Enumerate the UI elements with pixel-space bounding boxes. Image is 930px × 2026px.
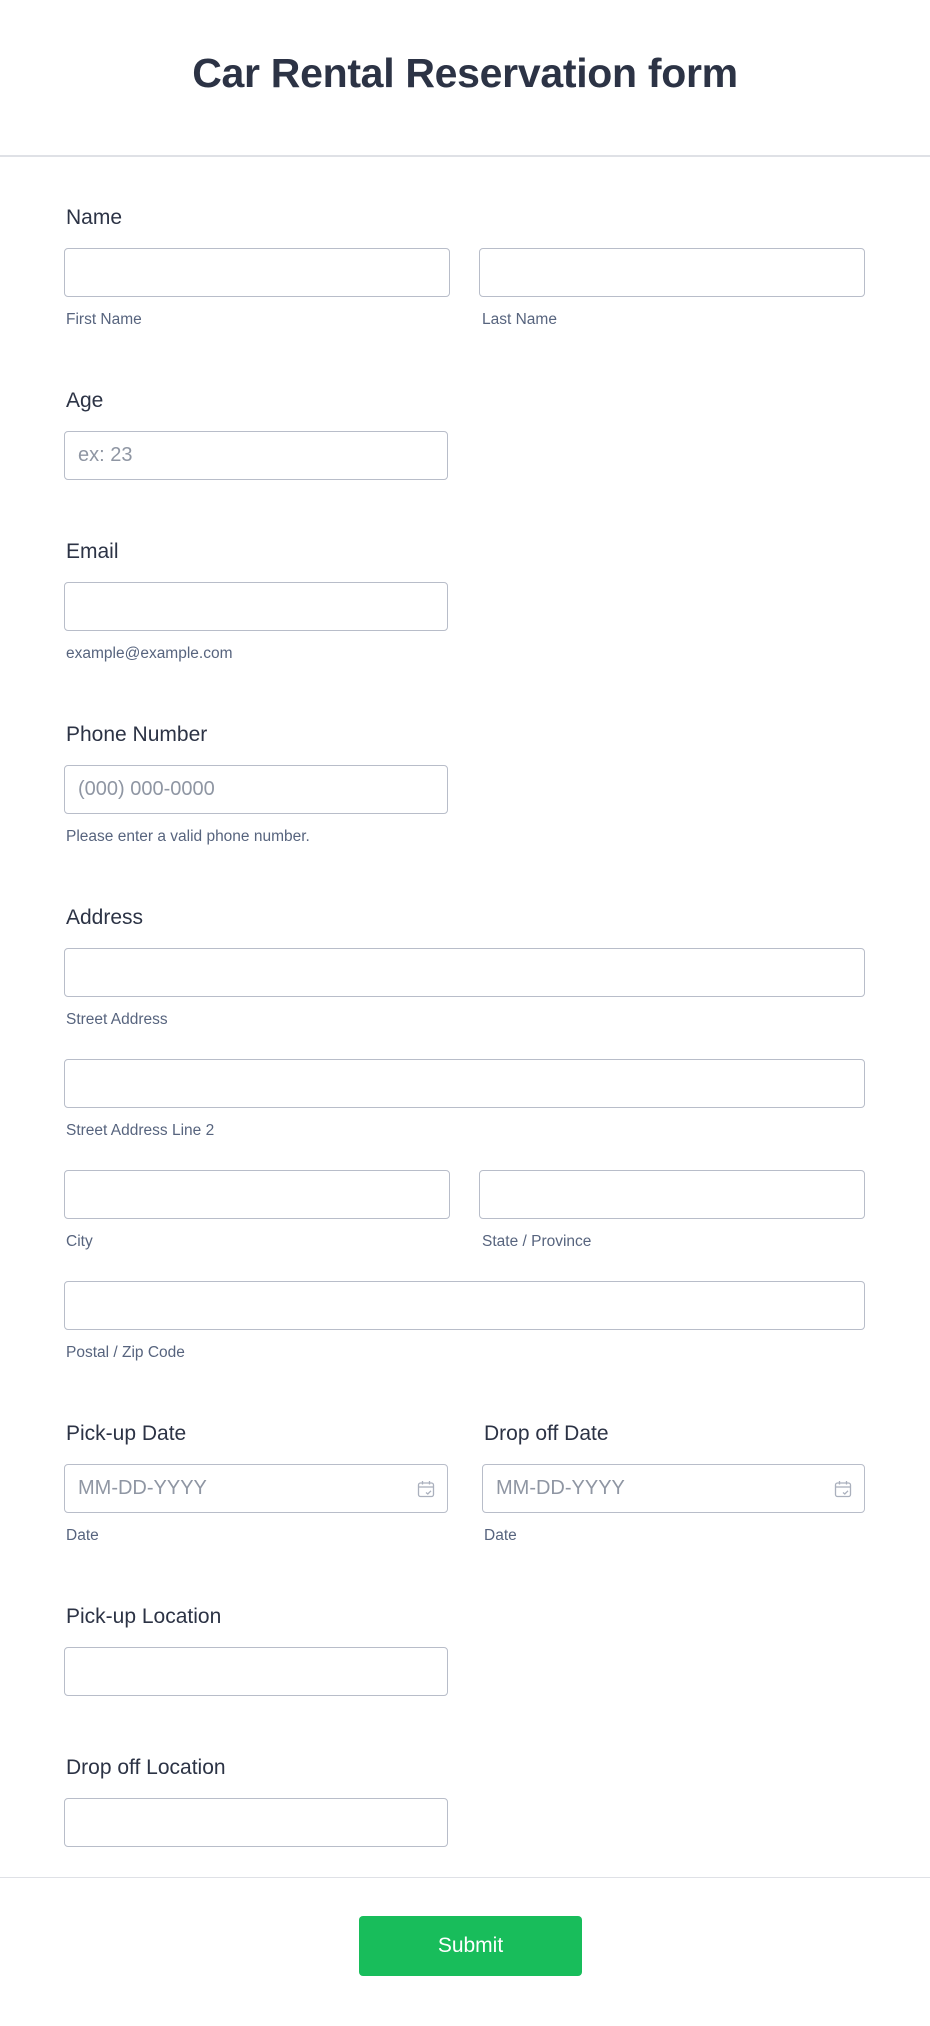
form-title: Car Rental Reservation form	[192, 50, 738, 96]
pickup-date-label: Pick-up Date	[66, 1422, 187, 1445]
email-sublabel: example@example.com	[66, 645, 233, 662]
submit-button[interactable]: Submit	[359, 1916, 582, 1976]
street-address-line2-field[interactable]	[64, 1059, 865, 1108]
street-address-input[interactable]	[65, 949, 864, 996]
calendar-icon[interactable]	[834, 1480, 852, 1498]
phone-input[interactable]	[65, 766, 447, 813]
last-name-sublabel: Last Name	[482, 311, 557, 328]
name-label: Name	[66, 206, 123, 229]
calendar-icon[interactable]	[417, 1480, 435, 1498]
postal-code-field[interactable]	[64, 1281, 865, 1330]
street-address-line2-sublabel: Street Address Line 2	[66, 1122, 215, 1139]
dropoff-date-label: Drop off Date	[484, 1422, 609, 1445]
form-header	[0, 0, 930, 157]
dropoff-location-field[interactable]	[64, 1798, 448, 1847]
pickup-location-input[interactable]	[65, 1648, 447, 1695]
dropoff-date-field[interactable]	[482, 1464, 865, 1513]
phone-sublabel: Please enter a valid phone number.	[66, 828, 310, 845]
street-address-field[interactable]	[64, 948, 865, 997]
city-sublabel: City	[66, 1233, 93, 1250]
age-field[interactable]	[64, 431, 448, 480]
street-address-line2-input[interactable]	[65, 1060, 864, 1107]
state-field[interactable]	[479, 1170, 865, 1219]
phone-label: Phone Number	[66, 723, 208, 746]
pickup-date-input[interactable]	[65, 1465, 447, 1512]
pickup-location-field[interactable]	[64, 1647, 448, 1696]
email-label: Email	[66, 540, 119, 563]
email-input[interactable]	[65, 583, 447, 630]
postal-code-input[interactable]	[65, 1282, 864, 1329]
address-label: Address	[66, 906, 144, 929]
age-label: Age	[66, 389, 104, 412]
dropoff-location-input[interactable]	[65, 1799, 447, 1846]
footer-divider	[0, 1877, 930, 1878]
postal-code-sublabel: Postal / Zip Code	[66, 1344, 185, 1361]
dropoff-date-input[interactable]	[483, 1465, 864, 1512]
pickup-date-sublabel: Date	[66, 1527, 99, 1544]
phone-field[interactable]	[64, 765, 448, 814]
dropoff-location-label: Drop off Location	[66, 1756, 226, 1779]
city-field[interactable]	[64, 1170, 450, 1219]
last-name-input[interactable]	[480, 249, 864, 296]
first-name-field[interactable]	[64, 248, 450, 297]
first-name-sublabel: First Name	[66, 311, 142, 328]
pickup-location-label: Pick-up Location	[66, 1605, 222, 1628]
city-input[interactable]	[65, 1171, 449, 1218]
dropoff-date-sublabel: Date	[484, 1527, 517, 1544]
street-address-sublabel: Street Address	[66, 1011, 168, 1028]
last-name-field[interactable]	[479, 248, 865, 297]
state-input[interactable]	[480, 1171, 864, 1218]
email-field[interactable]	[64, 582, 448, 631]
age-input[interactable]	[65, 432, 447, 479]
pickup-date-field[interactable]	[64, 1464, 448, 1513]
state-sublabel: State / Province	[482, 1233, 592, 1250]
first-name-input[interactable]	[65, 249, 449, 296]
